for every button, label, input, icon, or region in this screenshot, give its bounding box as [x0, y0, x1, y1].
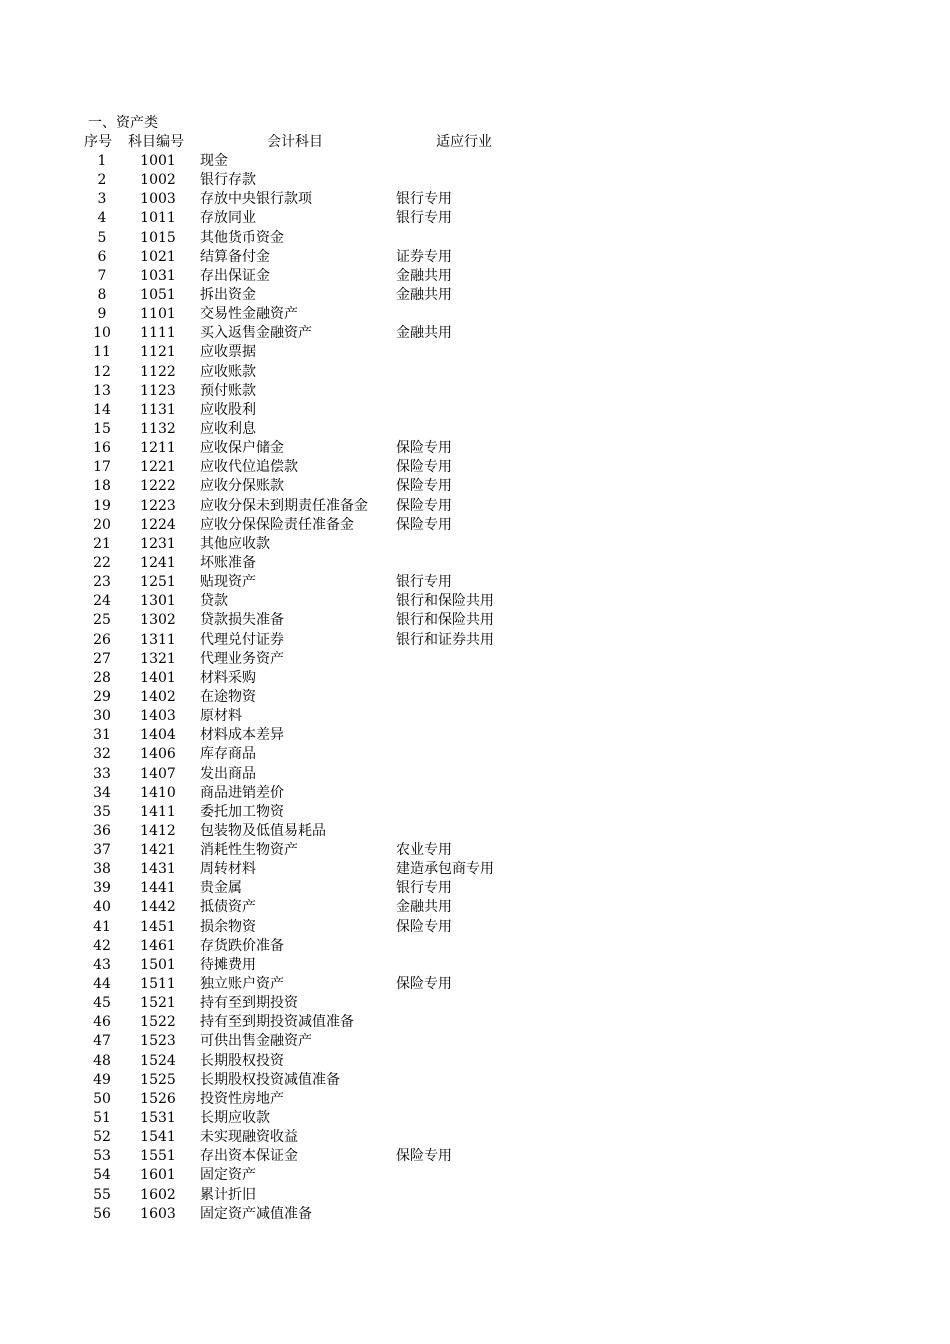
- account-name-cell: 原材料: [200, 708, 242, 725]
- account-code-cell: 1221: [140, 459, 176, 476]
- serial-number-cell: 23: [93, 574, 111, 591]
- account-name-cell: 坏账准备: [200, 554, 256, 571]
- table-row: [0, 152, 950, 171]
- account-code-cell: 1411: [140, 803, 176, 820]
- account-code-cell: 1431: [140, 861, 176, 878]
- account-code-cell: 1031: [140, 267, 176, 284]
- table-row: [0, 401, 950, 420]
- serial-number-cell: 51: [93, 1110, 111, 1127]
- account-name-cell: 其他货币资金: [200, 229, 284, 246]
- table-row: [0, 994, 950, 1013]
- industry-cell: 保险专用: [396, 918, 452, 935]
- account-name-cell: 代理业务资产: [200, 650, 284, 667]
- table-row: [0, 171, 950, 190]
- account-name-cell: 委托加工物资: [200, 803, 284, 820]
- header-account-code: 科目编号: [128, 134, 184, 150]
- industry-cell: 证券专用: [396, 248, 452, 265]
- industry-cell: 金融共用: [396, 325, 452, 342]
- account-code-cell: 1311: [140, 631, 176, 648]
- table-row: [0, 554, 950, 573]
- serial-number-cell: 33: [93, 765, 111, 782]
- table-row: [0, 1032, 950, 1051]
- account-name-cell: 贷款: [200, 593, 228, 610]
- serial-number-cell: 27: [93, 650, 111, 667]
- account-code-cell: 1603: [140, 1205, 176, 1222]
- industry-cell: 保险专用: [396, 976, 452, 993]
- table-row: [0, 1186, 950, 1205]
- table-row: [0, 458, 950, 477]
- table-row: [0, 726, 950, 745]
- account-code-cell: 1602: [140, 1186, 176, 1203]
- account-code-cell: 1523: [140, 1033, 176, 1050]
- table-row: [0, 382, 950, 401]
- serial-number-cell: 56: [93, 1205, 111, 1222]
- account-name-cell: 投资性房地产: [200, 1090, 284, 1107]
- table-row: [0, 592, 950, 611]
- account-code-cell: 1241: [140, 554, 176, 571]
- serial-number-cell: 8: [97, 286, 107, 303]
- account-name-cell: 商品进销差价: [200, 784, 284, 801]
- serial-number-cell: 21: [93, 535, 111, 552]
- account-code-cell: 1131: [140, 401, 176, 418]
- account-code-cell: 1111: [140, 325, 176, 342]
- serial-number-cell: 9: [97, 306, 107, 323]
- account-code-cell: 1531: [140, 1110, 176, 1127]
- account-code-cell: 1551: [140, 1148, 176, 1165]
- table-row: [0, 803, 950, 822]
- account-name-cell: 应收代位追偿款: [200, 459, 298, 476]
- serial-number-cell: 1: [97, 153, 107, 169]
- account-code-cell: 1601: [140, 1167, 176, 1184]
- account-name-cell: 在途物资: [200, 688, 256, 705]
- account-code-cell: 1222: [140, 478, 176, 495]
- serial-number-cell: 52: [93, 1129, 111, 1146]
- table-row: [0, 784, 950, 803]
- account-code-cell: 1401: [140, 669, 176, 686]
- account-code-cell: 1524: [140, 1052, 176, 1069]
- industry-cell: 保险专用: [396, 440, 452, 457]
- account-name-cell: 其他应收款: [200, 535, 270, 552]
- account-name-cell: 存放同业: [200, 210, 256, 227]
- table-row: [0, 937, 950, 956]
- serial-number-cell: 50: [93, 1090, 111, 1107]
- table-row: [0, 477, 950, 496]
- account-name-cell: 代理兑付证券: [200, 631, 284, 648]
- account-code-cell: 1410: [140, 784, 176, 801]
- account-name-cell: 应收账款: [200, 363, 256, 380]
- serial-number-cell: 43: [93, 956, 111, 973]
- account-code-cell: 1541: [140, 1129, 176, 1146]
- account-code-cell: 1412: [140, 822, 176, 839]
- table-row: [0, 975, 950, 994]
- table-row: [0, 535, 950, 554]
- serial-number-cell: 28: [93, 669, 111, 686]
- table-row: [0, 190, 950, 209]
- serial-number-cell: 48: [93, 1052, 111, 1069]
- account-name-cell: 应收分保未到期责任准备金: [200, 497, 368, 514]
- serial-number-cell: 42: [93, 937, 111, 954]
- table-row: [0, 420, 950, 439]
- account-code-cell: 1442: [140, 899, 176, 916]
- account-name-cell: 持有至到期投资减值准备: [200, 1014, 354, 1031]
- table-row: [0, 1090, 950, 1109]
- account-code-cell: 1521: [140, 995, 176, 1012]
- serial-number-cell: 32: [93, 746, 111, 763]
- serial-number-cell: 22: [93, 554, 111, 571]
- account-code-cell: 1421: [140, 842, 176, 859]
- serial-number-cell: 37: [93, 842, 111, 859]
- serial-number-cell: 36: [93, 822, 111, 839]
- table-row: [0, 688, 950, 707]
- account-name-cell: 包装物及低值易耗品: [200, 822, 326, 839]
- account-code-cell: 1321: [140, 650, 176, 667]
- account-name-cell: 消耗性生物资产: [200, 842, 298, 859]
- table-row: [0, 765, 950, 784]
- serial-number-cell: 5: [97, 229, 107, 246]
- account-code-cell: 1522: [140, 1014, 176, 1031]
- account-name-cell: 结算备付金: [200, 248, 270, 265]
- table-row: [0, 1166, 950, 1185]
- table-row: [0, 611, 950, 630]
- account-code-cell: 1015: [140, 229, 176, 246]
- serial-number-cell: 4: [97, 210, 107, 227]
- serial-number-cell: 53: [93, 1148, 111, 1165]
- serial-number-cell: 10: [93, 325, 111, 342]
- industry-cell: 金融共用: [396, 899, 452, 916]
- serial-number-cell: 2: [97, 172, 107, 189]
- account-name-cell: 贷款损失准备: [200, 612, 284, 629]
- industry-cell: 保险专用: [396, 459, 452, 476]
- industry-cell: 保险专用: [396, 1148, 452, 1165]
- industry-cell: 保险专用: [396, 478, 452, 495]
- serial-number-cell: 24: [93, 593, 111, 610]
- serial-number-cell: 11: [93, 344, 111, 361]
- serial-number-cell: 49: [93, 1071, 111, 1088]
- industry-cell: 银行和证券共用: [396, 631, 494, 648]
- account-name-cell: 贴现资产: [200, 574, 256, 591]
- account-code-cell: 1123: [140, 382, 176, 399]
- serial-number-cell: 15: [93, 420, 111, 437]
- table-row: [0, 669, 950, 688]
- table-row: [0, 1071, 950, 1090]
- table-row: [0, 1013, 950, 1032]
- header-account-name: 会计科目: [267, 134, 323, 150]
- account-code-cell: 1461: [140, 937, 176, 954]
- account-code-cell: 1402: [140, 688, 176, 705]
- serial-number-cell: 34: [93, 784, 111, 801]
- table-row: [0, 324, 950, 343]
- account-name-cell: 固定资产: [200, 1167, 256, 1184]
- account-name-cell: 银行存款: [200, 172, 256, 189]
- table-row: [0, 956, 950, 975]
- industry-cell: 金融共用: [396, 267, 452, 284]
- industry-cell: 银行和保险共用: [396, 593, 494, 610]
- account-name-cell: 独立账户资产: [200, 976, 284, 993]
- account-name-cell: 长期股权投资减值准备: [200, 1071, 340, 1088]
- account-code-cell: 1021: [140, 248, 176, 265]
- section-title: 一、资产类: [88, 115, 158, 131]
- serial-number-cell: 13: [93, 382, 111, 399]
- serial-number-cell: 29: [93, 688, 111, 705]
- account-name-cell: 材料采购: [200, 669, 256, 686]
- table-body: [0, 152, 950, 1224]
- serial-number-cell: 17: [93, 459, 111, 476]
- industry-cell: 银行专用: [396, 574, 452, 591]
- account-name-cell: 持有至到期投资: [200, 995, 298, 1012]
- serial-number-cell: 40: [93, 899, 111, 916]
- serial-number-cell: 44: [93, 976, 111, 993]
- account-name-cell: 现金: [200, 153, 228, 169]
- serial-number-cell: 7: [97, 267, 107, 284]
- account-code-cell: 1223: [140, 497, 176, 514]
- serial-number-cell: 6: [97, 248, 107, 265]
- account-name-cell: 应收票据: [200, 344, 256, 361]
- table-row: [0, 209, 950, 228]
- account-name-cell: 交易性金融资产: [200, 306, 298, 323]
- account-name-cell: 应收利息: [200, 420, 256, 437]
- table-row: [0, 1205, 950, 1224]
- account-name-cell: 应收分保账款: [200, 478, 284, 495]
- serial-number-cell: 3: [97, 191, 107, 208]
- account-code-cell: 1406: [140, 746, 176, 763]
- industry-cell: 保险专用: [396, 516, 452, 533]
- serial-number-cell: 41: [93, 918, 111, 935]
- table-row: [0, 841, 950, 860]
- account-code-cell: 1403: [140, 708, 176, 725]
- account-code-cell: 1301: [140, 593, 176, 610]
- account-name-cell: 应收股利: [200, 401, 256, 418]
- account-name-cell: 损余物资: [200, 918, 256, 935]
- account-code-cell: 1121: [140, 344, 176, 361]
- account-code-cell: 1211: [140, 440, 176, 457]
- table-row: [0, 439, 950, 458]
- serial-number-cell: 31: [93, 727, 111, 744]
- account-name-cell: 抵债资产: [200, 899, 256, 916]
- table-row: [0, 707, 950, 726]
- account-name-cell: 存出保证金: [200, 267, 270, 284]
- serial-number-cell: 55: [93, 1186, 111, 1203]
- table-row: [0, 516, 950, 535]
- account-code-cell: 1003: [140, 191, 176, 208]
- account-code-cell: 1001: [140, 153, 176, 169]
- table-header: [0, 133, 950, 152]
- serial-number-cell: 35: [93, 803, 111, 820]
- account-name-cell: 固定资产减值准备: [200, 1205, 312, 1222]
- serial-number-cell: 45: [93, 995, 111, 1012]
- account-name-cell: 买入返售金融资产: [200, 325, 312, 342]
- account-name-cell: 长期应收款: [200, 1110, 270, 1127]
- account-code-cell: 1224: [140, 516, 176, 533]
- account-code-cell: 1251: [140, 574, 176, 591]
- account-code-cell: 1441: [140, 880, 176, 897]
- serial-number-cell: 25: [93, 612, 111, 629]
- table-row: [0, 898, 950, 917]
- industry-cell: 银行专用: [396, 880, 452, 897]
- table-row: [0, 305, 950, 324]
- table-row: [0, 631, 950, 650]
- table-row: [0, 1147, 950, 1166]
- account-name-cell: 应收分保保险责任准备金: [200, 516, 354, 533]
- account-name-cell: 待摊费用: [200, 956, 256, 973]
- account-name-cell: 累计折旧: [200, 1186, 256, 1203]
- industry-cell: 银行专用: [396, 191, 452, 208]
- account-code-cell: 1525: [140, 1071, 176, 1088]
- account-code-cell: 1451: [140, 918, 176, 935]
- account-name-cell: 库存商品: [200, 746, 256, 763]
- account-code-cell: 1051: [140, 286, 176, 303]
- table-row: [0, 1052, 950, 1071]
- header-serial-number: 序号: [84, 134, 112, 150]
- table-row: [0, 343, 950, 362]
- account-code-cell: 1101: [140, 306, 176, 323]
- account-name-cell: 预付账款: [200, 382, 256, 399]
- serial-number-cell: 30: [93, 708, 111, 725]
- account-name-cell: 存出资本保证金: [200, 1148, 298, 1165]
- serial-number-cell: 18: [93, 478, 111, 495]
- table-row: [0, 267, 950, 286]
- table-row: [0, 286, 950, 305]
- serial-number-cell: 16: [93, 440, 111, 457]
- account-name-cell: 存放中央银行款项: [200, 191, 312, 208]
- table-row: [0, 229, 950, 248]
- account-code-cell: 1132: [140, 420, 176, 437]
- account-name-cell: 可供出售金融资产: [200, 1033, 312, 1050]
- account-code-cell: 1501: [140, 956, 176, 973]
- industry-cell: 保险专用: [396, 497, 452, 514]
- account-name-cell: 材料成本差异: [200, 727, 284, 744]
- account-code-cell: 1511: [140, 976, 176, 993]
- account-name-cell: 发出商品: [200, 765, 256, 782]
- serial-number-cell: 12: [93, 363, 111, 380]
- account-name-cell: 贵金属: [200, 880, 242, 897]
- serial-number-cell: 19: [93, 497, 111, 514]
- account-name-cell: 存货跌价准备: [200, 937, 284, 954]
- account-name-cell: 周转材料: [200, 861, 256, 878]
- industry-cell: 银行专用: [396, 210, 452, 227]
- table-row: [0, 745, 950, 764]
- serial-number-cell: 46: [93, 1014, 111, 1031]
- account-code-cell: 1002: [140, 172, 176, 189]
- industry-cell: 金融共用: [396, 286, 452, 303]
- account-name-cell: 拆出资金: [200, 286, 256, 303]
- table-row: [0, 822, 950, 841]
- account-code-cell: 1122: [140, 363, 176, 380]
- table-row: [0, 1128, 950, 1147]
- serial-number-cell: 38: [93, 861, 111, 878]
- industry-cell: 建造承包商专用: [396, 861, 494, 878]
- table-row: [0, 860, 950, 879]
- account-code-cell: 1302: [140, 612, 176, 629]
- account-code-cell: 1407: [140, 765, 176, 782]
- table-row: [0, 497, 950, 516]
- account-name-cell: 未实现融资收益: [200, 1129, 298, 1146]
- industry-cell: 银行和保险共用: [396, 612, 494, 629]
- serial-number-cell: 54: [93, 1167, 111, 1184]
- serial-number-cell: 26: [93, 631, 111, 648]
- table-row: [0, 363, 950, 382]
- serial-number-cell: 39: [93, 880, 111, 897]
- account-code-cell: 1404: [140, 727, 176, 744]
- account-name-cell: 长期股权投资: [200, 1052, 284, 1069]
- table-row: [0, 1109, 950, 1128]
- serial-number-cell: 14: [93, 401, 111, 418]
- account-code-cell: 1231: [140, 535, 176, 552]
- table-row: [0, 879, 950, 898]
- account-code-cell: 1011: [140, 210, 176, 227]
- account-code-cell: 1526: [140, 1090, 176, 1107]
- header-applicable-industry: 适应行业: [436, 134, 492, 150]
- account-name-cell: 应收保户储金: [200, 440, 284, 457]
- table-row: [0, 650, 950, 669]
- serial-number-cell: 20: [93, 516, 111, 533]
- table-row: [0, 573, 950, 592]
- table-row: [0, 248, 950, 267]
- industry-cell: 农业专用: [396, 842, 452, 859]
- table-row: [0, 918, 950, 937]
- serial-number-cell: 47: [93, 1033, 111, 1050]
